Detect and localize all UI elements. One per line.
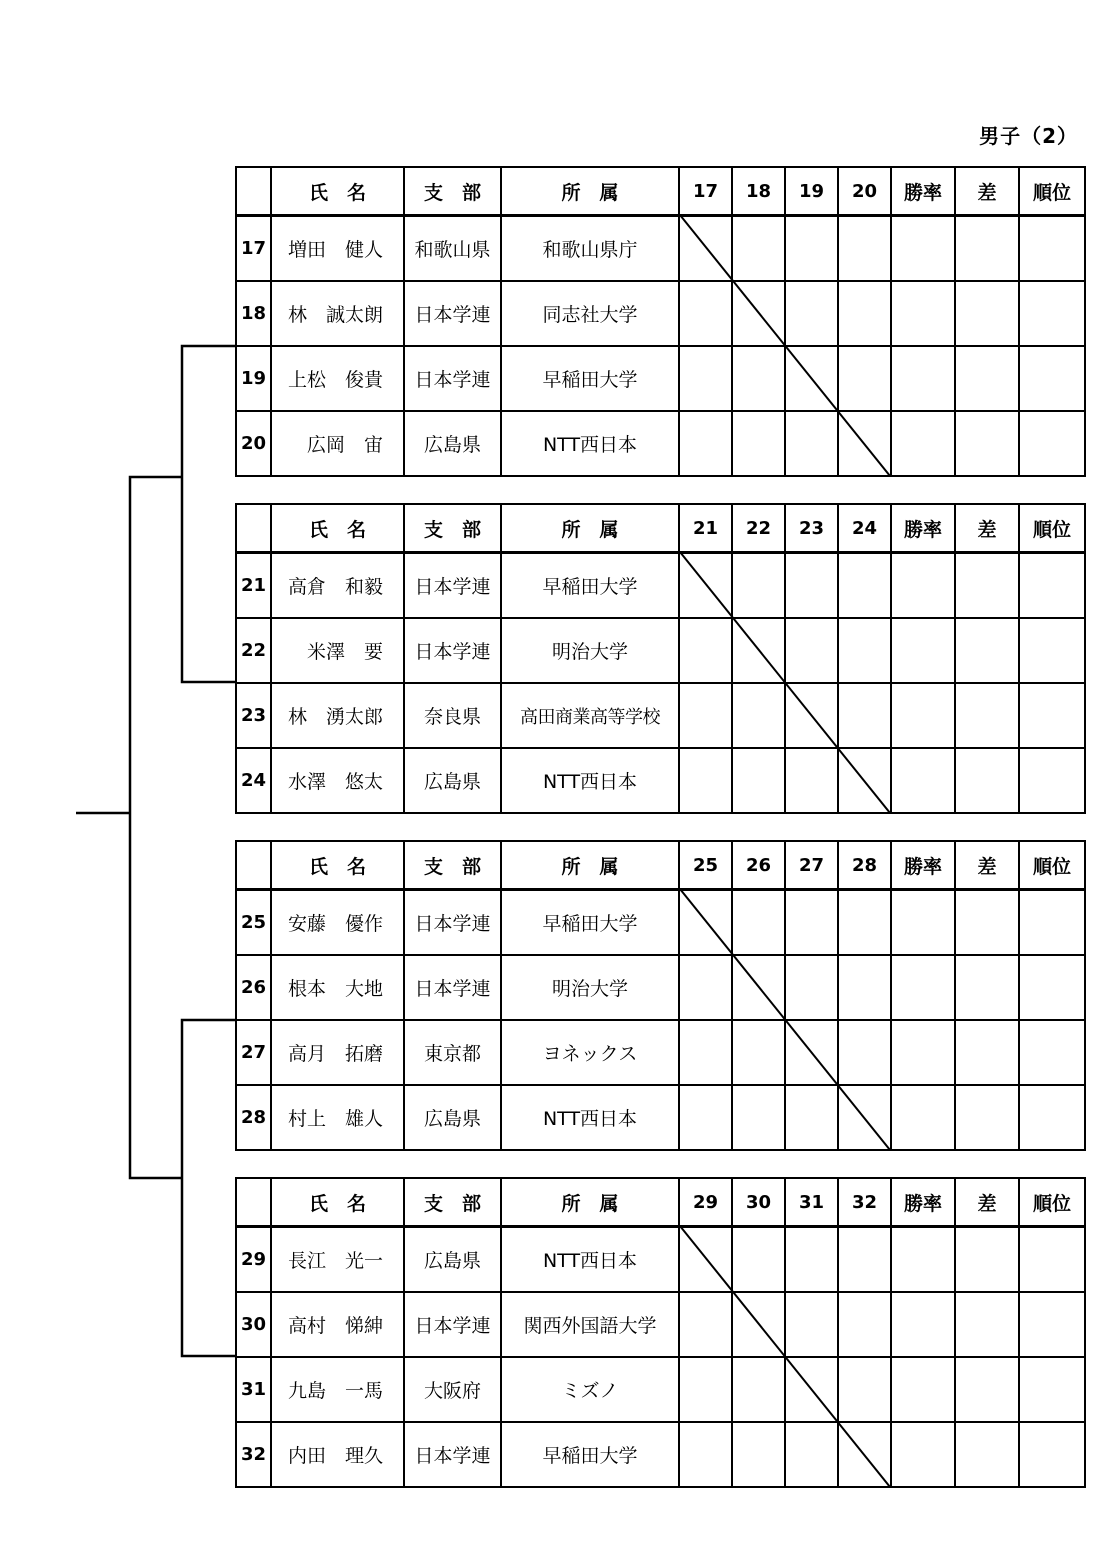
player-branch: 和歌山県: [404, 216, 501, 282]
header-affiliation: 所 属: [501, 167, 679, 216]
player-number: 30: [236, 1292, 271, 1357]
player-branch: 広島県: [404, 411, 501, 476]
player-affiliation: NTT西日本: [501, 1085, 679, 1150]
player-branch: 日本学連: [404, 955, 501, 1020]
player-name: 水澤 悠太: [271, 748, 404, 813]
player-name: 高倉 和毅: [271, 553, 404, 619]
player-affiliation: 明治大学: [501, 955, 679, 1020]
header-affiliation: 所 属: [501, 841, 679, 890]
player-affiliation: NTT西日本: [501, 411, 679, 476]
player-number: 17: [236, 216, 271, 282]
self-match-diagonals: [680, 215, 890, 1487]
player-branch: 日本学連: [404, 1292, 501, 1357]
header-branch: 支 部: [404, 504, 501, 553]
player-affiliation: 和歌山県庁: [501, 216, 679, 282]
player-branch: 東京都: [404, 1020, 501, 1085]
player-affiliation: NTT西日本: [501, 1227, 679, 1293]
player-name: 九島 一馬: [271, 1357, 404, 1422]
player-affiliation: 早稲田大学: [501, 890, 679, 956]
header-win-rate: 勝率: [891, 167, 955, 216]
player-number: 20: [236, 411, 271, 476]
player-branch: 日本学連: [404, 346, 501, 411]
player-affiliation: 同志社大学: [501, 281, 679, 346]
player-name: 高村 悌紳: [271, 1292, 404, 1357]
player-number: 31: [236, 1357, 271, 1422]
header-name: 氏 名: [271, 1178, 404, 1227]
player-name: 安藤 優作: [271, 890, 404, 956]
player-affiliation: 早稲田大学: [501, 1422, 679, 1487]
player-branch: 大阪府: [404, 1357, 501, 1422]
diagonal-slash: [680, 1226, 890, 1487]
player-name: 内田 理久: [271, 1422, 404, 1487]
header-branch: 支 部: [404, 1178, 501, 1227]
header-col-4: 32: [838, 1178, 891, 1227]
player-name: 米澤 要: [271, 618, 404, 683]
player-affiliation: ヨネックス: [501, 1020, 679, 1085]
header-name: 氏 名: [271, 504, 404, 553]
header-col-1: 29: [679, 1178, 732, 1227]
header-name: 氏 名: [271, 841, 404, 890]
header-rank: 順位: [1019, 1178, 1085, 1227]
player-branch: 日本学連: [404, 1422, 501, 1487]
player-affiliation: 関西外国語大学: [501, 1292, 679, 1357]
header-col-3: 31: [785, 1178, 838, 1227]
player-name: 林 湧太郎: [271, 683, 404, 748]
player-number: 22: [236, 618, 271, 683]
player-affiliation: NTT西日本: [501, 748, 679, 813]
player-name: 増田 健人: [271, 216, 404, 282]
player-number: 23: [236, 683, 271, 748]
player-branch: 日本学連: [404, 618, 501, 683]
player-name: 林 誠太朗: [271, 281, 404, 346]
header-col-2: 26: [732, 841, 785, 890]
header-win-rate: 勝率: [891, 1178, 955, 1227]
header-rank: 順位: [1019, 167, 1085, 216]
bracket-line-join: [130, 477, 182, 1178]
player-number: 29: [236, 1227, 271, 1293]
player-name: 根本 大地: [271, 955, 404, 1020]
player-affiliation: 高田商業高等学校: [501, 683, 679, 748]
header-win-rate: 勝率: [891, 841, 955, 890]
player-name: 長江 光一: [271, 1227, 404, 1293]
header-diff: 差: [955, 167, 1019, 216]
page-title: 男子（2）: [979, 124, 1078, 148]
header-branch: 支 部: [404, 841, 501, 890]
player-name: 広岡 宙: [271, 411, 404, 476]
tournament-bracket: [76, 346, 236, 1356]
player-number: 28: [236, 1085, 271, 1150]
player-affiliation: 早稲田大学: [501, 346, 679, 411]
header-col-2: 18: [732, 167, 785, 216]
player-affiliation: 早稲田大学: [501, 553, 679, 619]
bracket-line-top: [182, 346, 236, 682]
header-col-3: 23: [785, 504, 838, 553]
header-col-3: 27: [785, 841, 838, 890]
header-col-4: 24: [838, 504, 891, 553]
header-rank: 順位: [1019, 841, 1085, 890]
player-number: 21: [236, 553, 271, 619]
header-col-1: 21: [679, 504, 732, 553]
header-branch: 支 部: [404, 167, 501, 216]
player-number: 18: [236, 281, 271, 346]
header-affiliation: 所 属: [501, 1178, 679, 1227]
player-number: 26: [236, 955, 271, 1020]
player-number: 27: [236, 1020, 271, 1085]
bracket-line-bottom: [182, 1020, 236, 1356]
player-name: 上松 俊貴: [271, 346, 404, 411]
header-diff: 差: [955, 1178, 1019, 1227]
header-col-4: 20: [838, 167, 891, 216]
player-branch: 日本学連: [404, 890, 501, 956]
header-win-rate: 勝率: [891, 504, 955, 553]
player-number: 24: [236, 748, 271, 813]
diagonal-slash: [680, 215, 890, 476]
player-branch: 広島県: [404, 1227, 501, 1293]
diagonal-slash: [680, 552, 890, 813]
player-number: 19: [236, 346, 271, 411]
player-name: 高月 拓磨: [271, 1020, 404, 1085]
player-affiliation: 明治大学: [501, 618, 679, 683]
header-col-4: 28: [838, 841, 891, 890]
header-rank: 順位: [1019, 504, 1085, 553]
player-number: 25: [236, 890, 271, 956]
header-col-2: 22: [732, 504, 785, 553]
player-name: 村上 雄人: [271, 1085, 404, 1150]
header-col-3: 19: [785, 167, 838, 216]
player-branch: 日本学連: [404, 281, 501, 346]
header-diff: 差: [955, 504, 1019, 553]
header-diff: 差: [955, 841, 1019, 890]
player-branch: 奈良県: [404, 683, 501, 748]
diagonal-slash: [680, 889, 890, 1150]
player-branch: 広島県: [404, 1085, 501, 1150]
header-col-1: 17: [679, 167, 732, 216]
header-affiliation: 所 属: [501, 504, 679, 553]
header-name: 氏 名: [271, 167, 404, 216]
player-branch: 広島県: [404, 748, 501, 813]
player-number: 32: [236, 1422, 271, 1487]
header-col-1: 25: [679, 841, 732, 890]
player-branch: 日本学連: [404, 553, 501, 619]
header-col-2: 30: [732, 1178, 785, 1227]
player-affiliation: ミズノ: [501, 1357, 679, 1422]
